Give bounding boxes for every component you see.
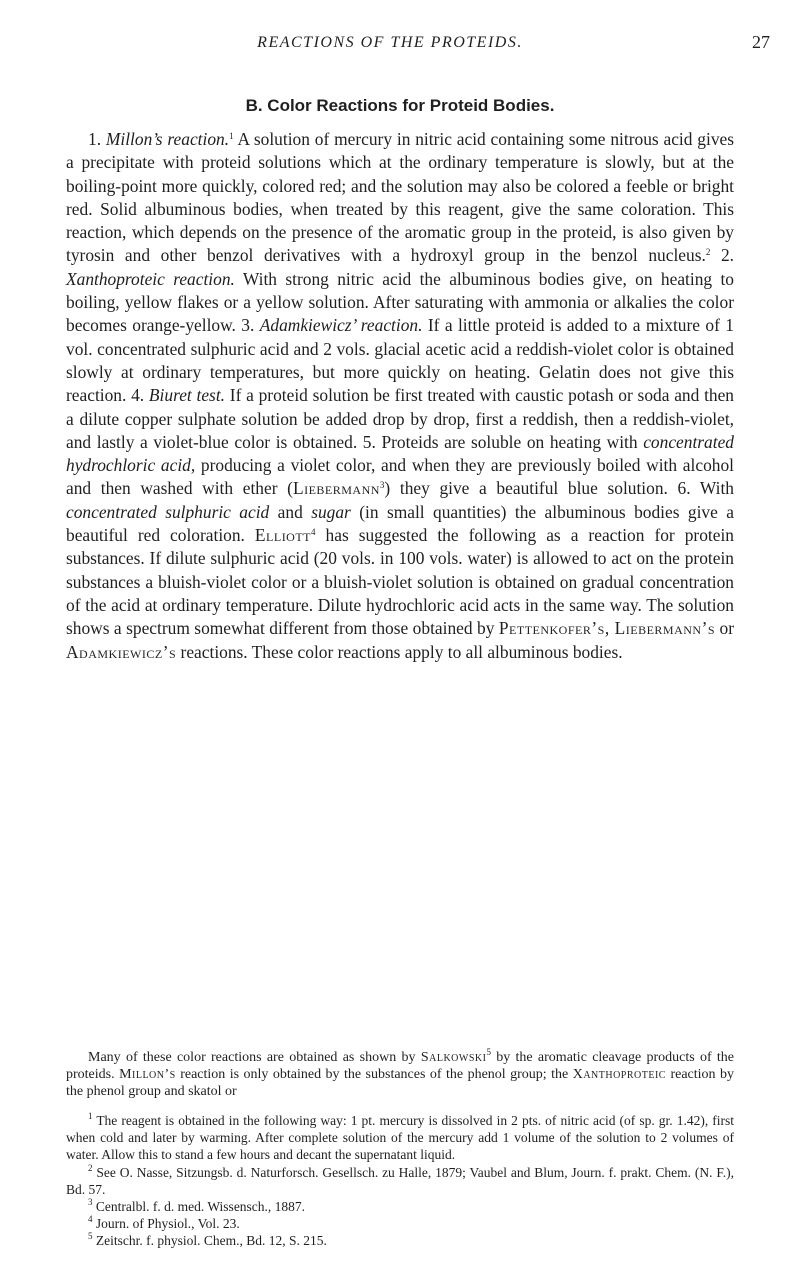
text-run: ) they give a beautiful blue solution. 6. With: [384, 478, 734, 499]
text-run: reaction by the phenol group and skatol or: [66, 1067, 734, 1099]
footnote-ref: 4: [311, 527, 316, 538]
footnote: [66, 1112, 734, 1164]
text-run: With strong nitric acid the albuminous bodies give, on heating to boiling, yellow flakes or a yellow solution. After saturating with ammonia or alkalies the color becomes orange-yellow. 3.: [66, 268, 734, 336]
footnote-text: Centralbl. f. d. med. Wissensch., 1887.: [92, 1199, 306, 1215]
text-run: If a little proteid is added to a mixture of 1 vol. concentrated sulphuric acid and 2 vols. glacial acetic acid a reddish-violet color is obtained slowly at ordinary temperatures, but more quickly on heating. Gelatin does not give this reaction. 4.: [66, 315, 734, 406]
author-name: Pettenkofer’s, Liebermann’s: [498, 618, 716, 639]
body-text: [66, 128, 734, 664]
footnote-text: The reagent is obtained in the following way: 1 pt. mercury is dissolved in 2 pts. of nitric acid (of sp. gr. 1.42), first when cold and later by warming. After complete solution of the mercury add 1 volume of the solution to 2 volumes of water. Allow this to stand a few hours and decant the supernatant liquid.: [66, 1113, 734, 1163]
text-run: A solution of mercury in nitric acid containing some nitrous acid gives a precipitate with proteid solutions which at the ordinary temperature is slowly, but at the boiling-point more quickly, colored red; and the solution may also be colored a feeble or bright red. Solid albuminous bodies, when treated by this reagent, give the same coloration. This reaction, which depends on the presence of the aromatic group in the proteid, is also given by tyrosin and other benzol derivatives with a hydroxyl group in the benzol nucleus.: [66, 129, 735, 266]
term-name: Xanthoproteic: [572, 1067, 666, 1082]
page-number: 27: [752, 32, 770, 52]
small-print-note: [66, 1049, 734, 1100]
footnote: [66, 1164, 734, 1198]
text-run: producing a violet color, and when they are previously boiled with alcohol and then washed with ether (: [66, 455, 734, 499]
italic-run: concentrated sulphuric acid: [66, 501, 270, 522]
footnote-text: Zeitschr. f. physiol. Chem., Bd. 12, S. 215.: [92, 1233, 327, 1249]
footnote-mark: 5: [88, 1231, 93, 1242]
text-run: has suggested the following as a reaction for protein substances. If dilute sulphuric acid (20 vols. in 100 vols. water) is allowed to act on the protein substances a bluish-violet color or a bluish-violet solution is obtained on gradual concentration of the acid at ordinary temperature. Dilute hydrochloric acid acts in the same way. The solution shows a spectrum somewhat different from those obtained by: [66, 525, 734, 639]
author-name: Adamkiewicz’s: [66, 641, 177, 662]
footnote-ref: 2: [705, 247, 711, 258]
text-run: and: [269, 501, 312, 522]
italic-run: Adamkiewicz’ reaction.: [259, 315, 423, 336]
text-run: or: [715, 618, 734, 639]
footnote-ref: 1: [229, 131, 234, 141]
footnote-mark: 1: [88, 1111, 93, 1121]
footnote-ref: 3: [379, 480, 385, 491]
text-run: reactions. These color reactions apply to all albuminous bodies.: [176, 641, 623, 662]
footnote: [66, 1215, 734, 1232]
author-name: Elliott: [254, 525, 312, 546]
italic-run: Biuret test.: [148, 385, 226, 406]
author-name: Salkowski: [420, 1050, 487, 1065]
text-run: by the aromatic cleavage products of the proteids.: [66, 1050, 735, 1082]
footnote-text: See O. Nasse, Sitzungsb. d. Naturforsch. Gesellsch. zu Halle, 1879; Vaubel and Blum, Journ. f. prakt. Chem. (N. F.), Bd. 57.: [66, 1164, 734, 1197]
text-run: 2.: [710, 245, 735, 266]
footnote: [66, 1198, 734, 1215]
footnotes: [66, 1112, 734, 1250]
italic-run: sugar: [311, 501, 351, 522]
body-paragraph: [66, 128, 734, 664]
section-title: B. Color Reactions for Proteid Bodies.: [245, 96, 555, 115]
author-name: Liebermann: [292, 478, 380, 499]
author-name: Millon’s: [119, 1067, 176, 1082]
note-paragraph: [66, 1049, 734, 1100]
text-run: 1.: [88, 129, 106, 149]
footnote-mark: 3: [88, 1197, 93, 1208]
footnote: [66, 1232, 734, 1249]
italic-run: Millon’s reaction.: [105, 129, 230, 149]
text-run: reaction is only obtained by the substances of the phenol group; the: [175, 1067, 573, 1082]
footnote-mark: 2: [88, 1162, 93, 1173]
text-run: If a proteid solution be first treated with caustic potash or soda and then a dilute copper sulphate solution be added drop by drop, first a reddish, then a reddish-violet, and lastly a violet-blue color is obtained. 5. Proteids are soluble on heating with: [66, 385, 735, 452]
text-run: (in small quantities) the albuminous bodies give a beautiful red coloration.: [66, 501, 734, 546]
footnote-ref: 5: [486, 1047, 491, 1057]
footnote-mark: 4: [88, 1214, 93, 1225]
italic-run: concentrated hydrochloric acid,: [66, 431, 734, 476]
text-run: Many of these color reactions are obtained as shown by: [88, 1050, 421, 1065]
running-header: REACTIONS OF THE PROTEIDS.: [257, 34, 523, 51]
footnote-text: Journ. of Physiol., Vol. 23.: [92, 1216, 240, 1232]
italic-run: Xanthoproteic reaction.: [66, 268, 235, 289]
